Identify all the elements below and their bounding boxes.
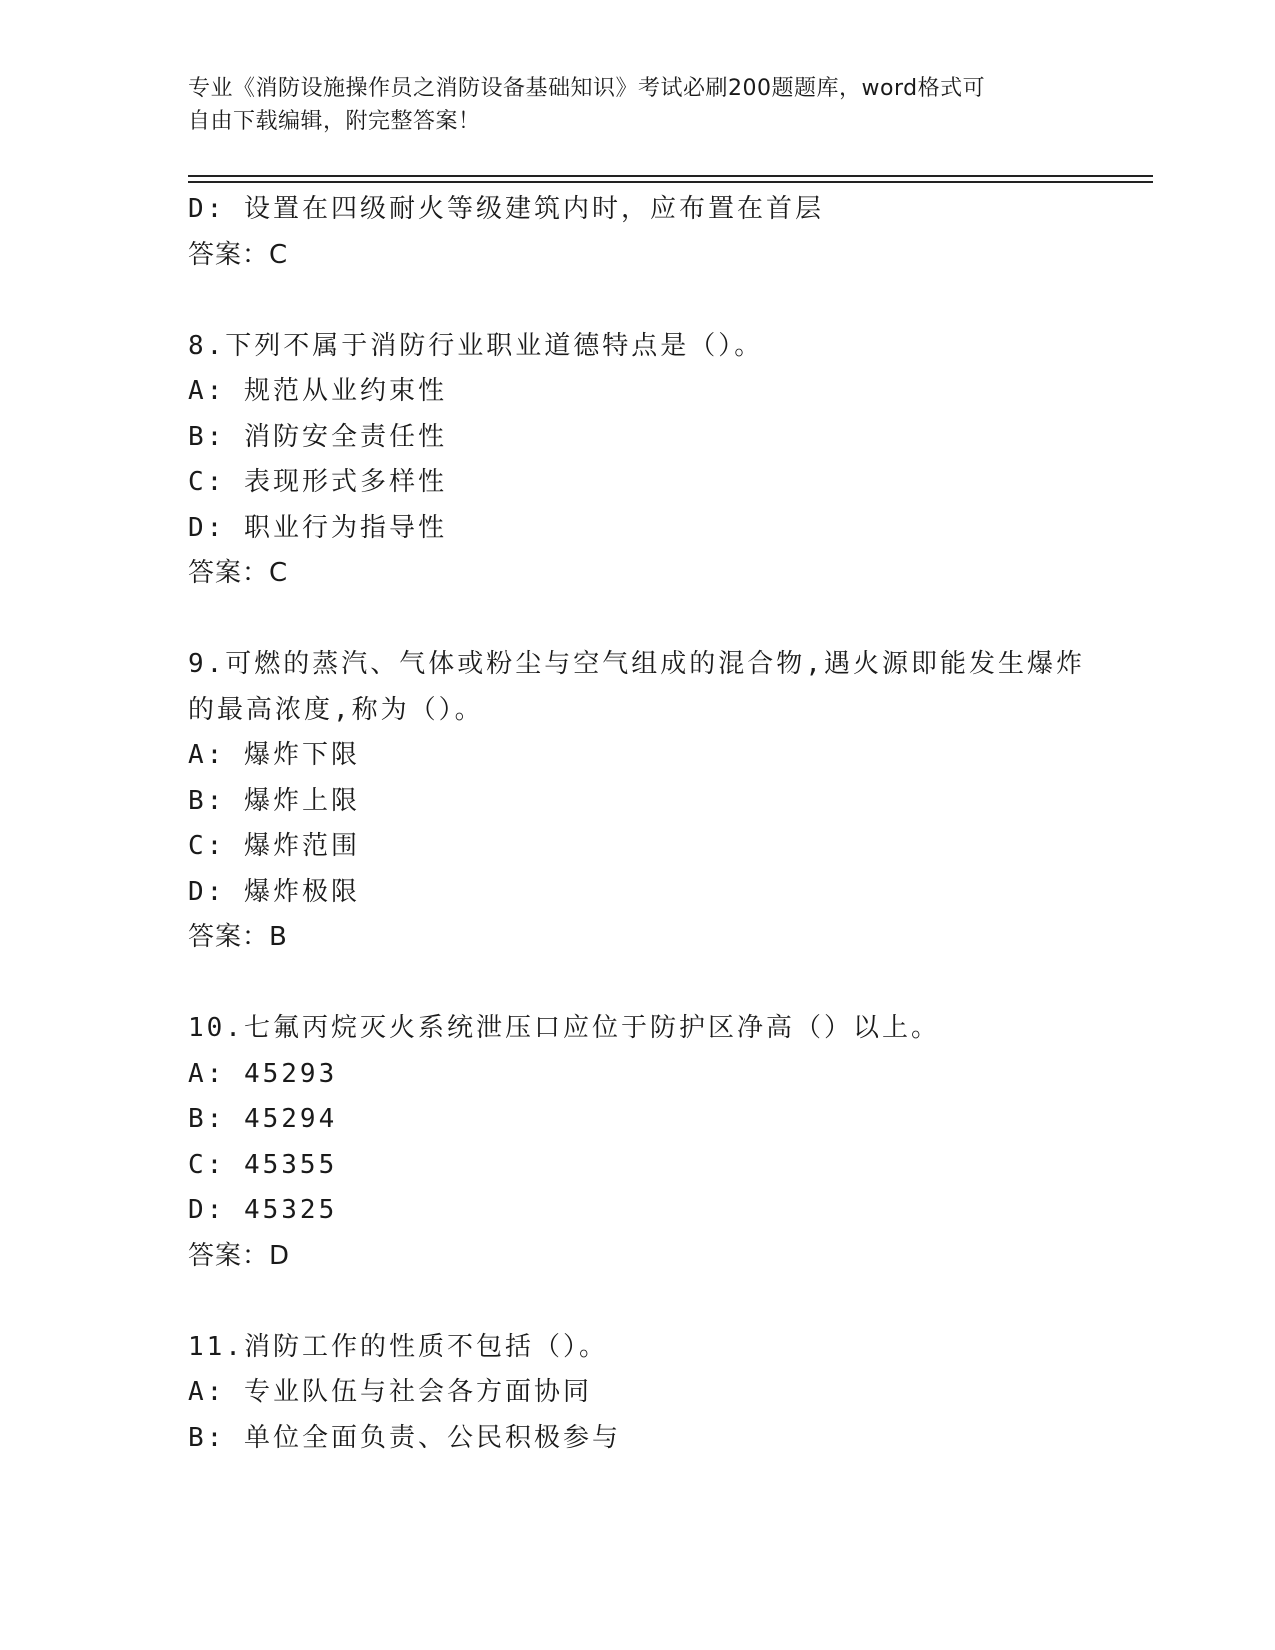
answer-line: 答案：C [188,558,289,588]
header-line-2: 自由下载编辑，附完整答案！ [188,109,481,134]
option-b: B: 爆炸上限 [188,785,360,816]
option-b: B: 45294 [188,1104,338,1134]
option-d: D: 设置在四级耐火等级建筑内时，应布置在首层 [188,194,824,224]
question-block [188,324,1088,597]
spacer [188,1279,1088,1325]
answer-line: 答案：C [188,239,289,270]
option-c: C: 45355 [188,1149,338,1180]
answer-line: 答案：D [188,1240,291,1271]
option-d: D: 45325 [188,1195,338,1225]
option-b: B: 单位全面负责、公民积极参与 [188,1422,621,1453]
header-rule-bottom [188,181,1153,183]
option-a: A: 爆炸下限 [188,740,360,770]
question-stem-continued: 的最高浓度,称为（）。 [188,694,484,725]
answer-line: 答案：B [188,922,288,952]
document-body [188,187,1088,1461]
question-stem: 9.可燃的蒸汽、气体或粉尘与空气组成的混合物,遇火源即能发生爆炸 [188,649,1085,679]
question-block [188,642,1088,961]
option-c: C: 爆炸范围 [188,831,360,861]
header-line-1: 专业《消防设施操作员之消防设备基础知识》考试必刷200题题库，word格式可 [188,76,986,101]
option-d: D: 职业行为指导性 [188,512,447,543]
spacer [188,597,1088,643]
option-a: A: 规范从业约束性 [188,376,447,406]
question-block [188,1006,1088,1279]
option-c: C: 表现形式多样性 [188,467,447,497]
question-stem: 10.七氟丙烷灭火系统泄压口应位于防护区净高（）以上。 [188,1013,940,1043]
document-header [188,72,1068,138]
question-block [188,1325,1088,1462]
question-stem: 8.下列不属于消防行业职业道德特点是（）。 [188,330,764,361]
spacer [188,278,1088,324]
option-a: A: 45293 [188,1058,338,1089]
spacer [188,961,1088,1007]
option-b: B: 消防安全责任性 [188,421,447,452]
option-d: D: 爆炸极限 [188,876,360,907]
header-rule-top [188,175,1153,177]
question-stem: 11.消防工作的性质不包括（）。 [188,1331,608,1362]
option-a: A: 专业队伍与社会各方面协同 [188,1377,592,1407]
